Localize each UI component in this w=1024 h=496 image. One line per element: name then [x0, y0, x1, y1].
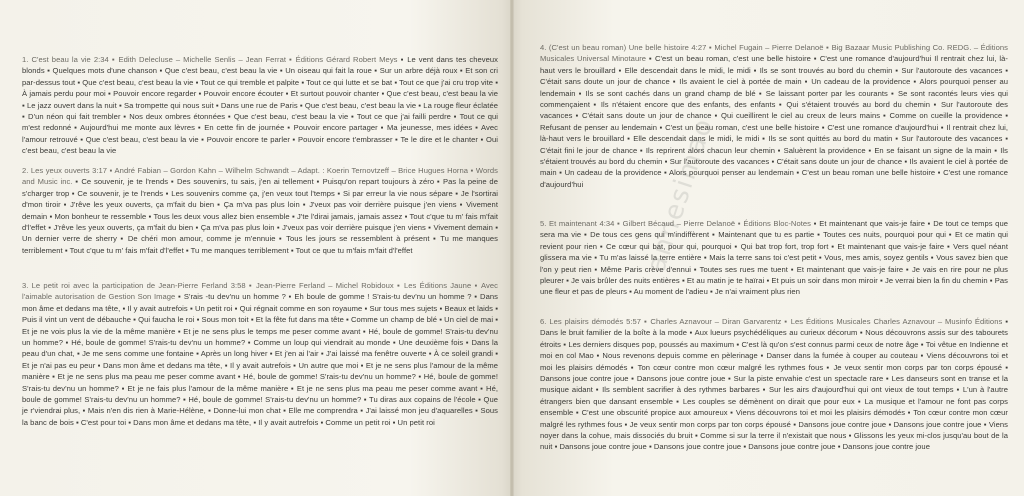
track-2-title: 2. Les yeux ouverts 3:17 ▪ André Fabian – Gordon Kahn – Wilhelm Schwandt – Adapt. : Koerin Ternovtzeff – Brice Hugues Horna ▪ Words and Music inc. [22, 166, 498, 187]
left-page [0, 0, 510, 496]
track-1 [22, 54, 498, 157]
track-4 [540, 42, 1008, 190]
track-1-lyrics: ▪ Le vent dans tes cheveux blonds ▪ Quelques mots d'une chanson ▪ Que c'est beau, c'est beau la vie ▪ Un oiseau qui fait la roue ▪ Sur un arbre déjà roux ▪ Et son cri par-dessus tout ▪ Que c'est beau, c'est beau la vie ▪ Tout ce qui tremble et palpite ▪ Tout ce qui lutte et se bat ▪ Tout ce que j'ai cru trop vite ▪ À jamais perdu pour moi ▪ Pouvoir encore regarder ▪ Pouvoir encore écouter ▪ Et surtout pouvoir chanter ▪ Que c'est beau, c'est beau la vie ▪ Le jazz ouvert dans la nuit ▪ Sa trompette qui nous suit ▪ Dans une rue de Paris ▪ Que c'est beau, c'est beau la vie ▪ La rouge fleur éclatée ▪ D'un néon qui fait trembler ▪ Nos deux ombres étonnées ▪ Que c'est beau, c'est beau la vie ▪ Tout ce que j'ai failli perdre ▪ Tout ce qui m'est redonné ▪ Aujourd'hui me monte aux lèvres ▪ En cette fin de journée ▪ Pouvoir encore partager ▪ Ma jeunesse, mes idées ▪ Avec l'amour retrouvé ▪ Que c'est beau, c'est beau la vie ▪ Pouvoir encore te parler ▪ Pouvoir encore t'embrasser ▪ Te le dire et le chanter ▪ Oui c'est beau, c'est beau la vie [22, 55, 498, 156]
track-4-title: 4. (C'est un beau roman) Une belle histoire 4:27 ▪ Michel Fugain – Pierre Delanoë ▪ Big Bazaar Music Publishing Co. REDG. – Éditions Musicales Universal Minotaure [540, 43, 1008, 64]
track-6-lyrics: ▪ Dans le bruit familier de la boîte à la mode ▪ Aux lueurs psychédéliques au curieux décorum ▪ Nous découvrons assis sur des tabourets étroits ▪ Les derniers disques pop, poussés au maximum ▪ C'est là qu'on s'est connus parmi ceux de notre âge ▪ Toi vêtue en Indienne et moi en col Mao ▪ Nous revenons depuis comme en pèlerinage ▪ Danser dans la fumée à couper au couteau ▪ Viens découvrons toi et moi les plaisirs démodés ▪ Ton cœur contre mon cœur malgré les rythmes fous ▪ Je veux sentir mon corps par ton corps épousé ▪ Dansons joue contre joue ▪ Dansons joue contre joue ▪ Sur la piste envahie c'est un spectacle rare ▪ Les danseurs sont en transe et la musique aidant ▪ Ils semblent sacrifier à des rythmes barbares ▪ Sur les airs d'aujourd'hui qui ont vieux de tout temps ▪ L'un à l'autre étrangers bien que dansant ensemble ▪ Les couples se démènent on dirait que pour eux ▪ La musique et l'amour ne font pas corps ensemble ▪ C'est une obscurité propice aux amoureux ▪ Viens découvrons toi et moi les plaisirs démodés ▪ Ton cœur contre mon cœur malgré les rythmes fous ▪ Je veux sentir mon corps par ton corps épousé ▪ Dansons joue contre joue ▪ Dansons joue contre joue ▪ Viens noyer dans la cohue, mais dissociés du bruit ▪ Comme si sur la terre il n'existait que nous ▪ Glissons les yeux mi-clos jusqu'au bout de la nuit ▪ Dansons joue contre joue ▪ Dansons joue contre joue ▪ Dansons joue contre joue ▪ Dansons joue contre joue [540, 317, 1008, 452]
track-6-title: 6. Les plaisirs démodés 5:57 ▪ Charles Aznavour – Diran Garvarentz ▪ Les Éditions Musicales Charles Aznavour – Musinfo Éditions [540, 317, 1003, 326]
track-2-lyrics: ▪ Ce souvenir, je te l'rends ▪ Des souvenirs, tu sais, j'en ai tellement ▪ Puisqu'on repart toujours à zéro ▪ Pas la peine de s'charger trop ▪ Ce souvenir, je te l'rends ▪ Les souvenirs comme ça, j'en veux tout l'temps ▪ Si par erreur la vie nous sépare ▪ Je l'sortirai d'mon tiroir ▪ J'rêve les yeux ouverts, ça m'fait du bien ▪ Ça m'va pas plus loin ▪ J'veux pas voir derrière puisque j'en viens ▪ Vivement demain ▪ Mon bonheur te ressemble ▪ Tous les deux vous allez bien ensemble ▪ J'te l'dirai jamais, jamais assez ▪ Tout c'que tu m' fais m'fait d'l'effet ▪ J'rêve les yeux ouverts, ça m'fait du bien ▪ Ça m'va pas plus loin ▪ J'veux pas voir derrière puisque j'en viens ▪ Vivement demain ▪ Un dernier verre de sherry ▪ De chéri mon amour, comme je m'ennuie ▪ Tous les jours se ressemblent à présent ▪ Tu me manques terriblement ▪ Tout c'que tu m' fais m'fait d'l'effet ▪ Tu me manques terriblement ▪ Tout ce que tu m'fais m'fait d'l'effet [22, 177, 498, 255]
track-2 [22, 165, 498, 256]
track-4-lyrics: ▪ C'est un beau roman, c'est une belle histoire ▪ C'est une romance d'aujourd'hui Il rentrait chez lui, là-haut vers le brouillard ▪ Elle descendait dans le midi, le midi ▪ Ils se sont trouvés au bord du chemin ▪ Sur l'autoroute des vacances ▪ C'était sans doute un jour de chance ▪ Ils avaient le ciel à portée de main ▪ Un cadeau de la providence ▪ Alors pourquoi penser au lendemain ▪ Ils se sont cachés dans un grand champ de blé ▪ Se laissant porter par les courants ▪ Se sont racontés leurs vies qui commençaient ▪ Ils n'étaient encore que des enfants, des enfants ▪ Qui s'étaient trouvés au bord du chemin ▪ Sur l'autoroute des vacances ▪ C'était sans doute un jour de chance ▪ Qui cueillirent le ciel au creux de leurs mains ▪ Comme on cueille la providence ▪ Refusant de penser au lendemain ▪ C'est un beau roman, c'est une belle histoire ▪ C'est une romance d'aujourd'hui ▪ Il rentrait chez lui, là-haut vers le brouillard ▪ Elle descendait dans le midi, le midi ▪ Ils se sont quittés au bord du matin ▪ Sur l'autoroute des vacances ▪ C'était fini le jour de chance ▪ Ils reprirent alors chacun leur chemin ▪ Saluèrent la providence ▪ En se faisant un signe de la main ▪ Ils s'étaient trouvés au bord du chemin ▪ Sur l'autoroute des vacances ▪ C'était sans doute un jour de chance ▪ Ils avaient le ciel à portée de main ▪ Un cadeau de la providence ▪ Alors pourquoi penser au lendemain ▪ C'est un beau roman une belle histoire ▪ C'est une romance d'aujourd'hui [540, 54, 1008, 189]
track-5-lyrics: ▪ Et maintenant que vais-je faire ▪ De tout ce temps que sera ma vie ▪ De tous ces gens qui m'indiffèrent ▪ Maintenant que tu es partie ▪ Toutes ces nuits, pourquoi pour qui ▪ Et ce matin qui revient pour rien ▪ Ce cœur qui bat, pour qui, pourquoi ▪ Qui bat trop fort, trop fort ▪ Et maintenant que vais-je faire ▪ Vers quel néant glissera ma vie ▪ Tu m'as laissé la terre entière ▪ Mais la terre sans toi c'est petit ▪ Vous, mes amis, soyez gentils ▪ Vous savez bien que l'on y peut rien ▪ Même Paris crève d'ennui ▪ Toutes ses rues me tuent ▪ Et maintenant que vais-je faire ▪ Je vais en rire pour ne plus pleurer ▪ Je vais brûler des nuits entières ▪ Et au matin je te haïrai ▪ Et puis un soir dans mon miroir ▪ Je verrai bien la fin du chemin ▪ Pas une fleur et pas de pleurs ▪ Au moment de l'adieu ▪ Je n'ai vraiment plus rien [540, 219, 1009, 297]
track-5-title: 5. Et maintenant 4:34 ▪ Gilbert Bécaud – Pierre Delanoë ▪ Éditions Bloc-Notes [540, 219, 812, 228]
track-3 [22, 280, 498, 428]
track-5 [540, 218, 1008, 298]
watermark-text: annesimao [641, 113, 720, 277]
track-3-lyrics: ▪ S'rais -tu dev'nu un homme ? ▪ Eh boule de gomme ! S'rais-tu dev'nu un homme ? ▪ Dans mon âme et dedans ma tête, ▪ Il y avait autrefois ▪ Un petit roi ▪ Qui régnait comme en son royaume ▪ Sur tous mes sujets ▪ Beaux et laids ▪ Puis il vint un vent de débauche ▪ Qui faucha le roi ▪ Sous mon toit ▪ Et la fête fut dans ma tête ▪ Comme un champ de blé ▪ Un ciel de mai ▪ Et je ne vois plus la vie de la même manière ▪ Et je ne sens plus le temps me peser comme avant ▪ Hé, boule de gomme! S'rais-tu dev'nu un homme? ▪ Hé, boule de gomme! S'rais-tu dev'nu un homme? ▪ Comme un loup qui viendrait au monde ▪ Une deuxième fois ▪ Dans la peau d'un chat, ▪ Je me sens comme une fontaine ▪ Après un long hiver ▪ Et j'en ai l'air ▪ J'ai laissé ma fenêtre ouverte ▪ À ce soleil grandi ▪ Et je n'ai pas eu peur ▪ Dans mon âme et dedans ma tête, ▪ Il y avait autrefois ▪ Un autre que moi ▪ Et je ne sens plus l'amour de la même manière ▪ Et je ne sens plus ma peau me peser comme avant ▪ Hé, boule de gomme! S'rais-tu dev'nu un homme? ▪ Hé, boule de gomme! S'rais-tu dev'nu un homme? ▪ Et je ne fais plus l'amour de la même manière ▪ Et je ne sens plus ma peau me peser comme avant ▪ Hé, boule de gomme! S'rais-tu dev'nu un homme? ▪ Hé, boule de gomme! S'rais-tu dev'nu un homme? ▪ Tu diras aux copains de l'école ▪ Que je r'viendrai plus, ▪ Mais n'en dis rien à Marie-Hélène, ▪ Donne-lui mon chat ▪ Elle me comprendra ▪ J'ai laissé mon jeu d'aquarelles ▪ Sous la banc de bois ▪ C'est pour toi ▪ Dans mon âme et dedans ma tête, ▪ Il y avait autrefois ▪ Comme un petit roi ▪ Un petit roi [22, 292, 498, 427]
track-3-title: 3. Le petit roi avec la participation de Jean-Pierre Ferland 3:58 ▪ Jean-Pierre Ferland – Michel Robidoux ▪ Les Éditions Jaune ▪ Avec l'aimable autorisation de Gestion Son Image [22, 281, 498, 302]
right-page [514, 0, 1024, 496]
track-1-title: 1. C'est beau la vie 2:34 ▪ Edith Delecluse – Michelle Senlis – Jean Ferrat ▪ Éditions Gérard Robert Meys [22, 55, 398, 64]
track-6 [540, 316, 1008, 453]
